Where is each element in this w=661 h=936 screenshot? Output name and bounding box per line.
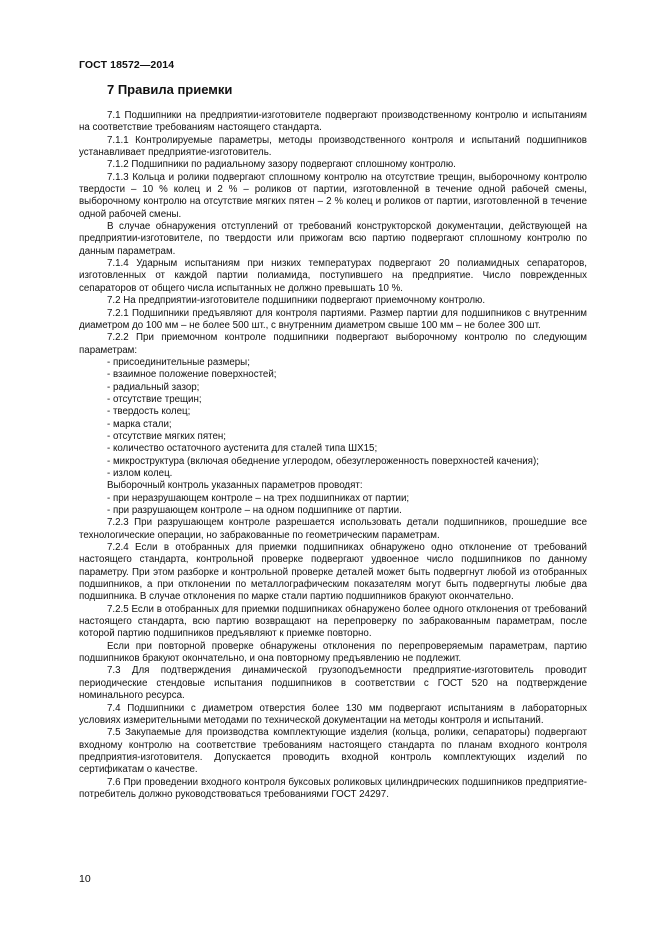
list-item: - радиальный зазор; (107, 381, 200, 393)
list-item: - взаимное положение поверхностей; (107, 369, 277, 381)
paragraph: 7.2.1 Подшипники предъявляют для контроля партиями. Размер партии для подшипников с внутренним диаметром до 100 мм – не более 500 шт., с внутренним диаметром свыше 100 мм – не более 300 шт. (79, 307, 587, 331)
paragraph: Если при повторной проверке обнаружены отклонения по перепроверяемым параметрам, партию подшипников бракуют окончательно, и она повторному предъявлению не подлежит. (79, 640, 587, 665)
paragraph: 7.3 Для подтверждения динамической грузоподъемности предприятие-изготовитель проводит периодические стендовые испытания подшипников в соответствии с ГОСТ 520 на подтверждение номинального ресурса. (79, 665, 587, 702)
list-item: - отсутствие трещин; (107, 393, 202, 405)
paragraph: 7.2.4 Если в отобранных для приемки подшипниках обнаружено одно отклонение от требований настоящего стандарта, контрольной проверке подвергают удвоенное число подшипников по данному параметру. При этом разборке и контрольной проверке деталей может быть подвергнут любой из отобранных подшипников, а при отклонении по металлографическим показателям могут быть подвергнуты любые два подшипника. В случае отклонения по марке стали партию подшипников бракуют окончательно. (79, 542, 587, 603)
paragraph: 7.2 На предприятии-изготовителе подшипники подвергают приемочному контролю. (107, 295, 486, 307)
list-item: - излом колец. (107, 467, 173, 479)
paragraph: 7.6 При проведении входного контроля буксовых роликовых цилиндрических подшипников предприятие-потребитель должно руководствоваться требованиями ГОСТ 24297. (79, 776, 587, 800)
paragraph: 7.5 Закупаемые для производства комплектующие изделия (кольца, ролики, сепараторы) подвергают входному контролю на соответствие требованиям настоящего стандарта по планам входного контроля предприятия-изготовителя. Допускается проводить входной контроль комплектующих изделий по сертификатам о качестве. (79, 727, 587, 776)
paragraph: 7.2.5 Если в отобранных для приемки подшипниках обнаружено более одного отклонения от требований настоящего стандарта, всю партию возвращают на перепроверку по забракованным параметрам, после которой партию подшипников предъявляют к приемке повторно. (79, 603, 587, 640)
paragraph: 7.1.4 Ударным испытаниям при низких температурах подвергают 20 полиамидных сепараторов, изготовленных от каждой партии полиамида, поступившего на предприятие. Число поврежденных сепараторов от общего числа испытанных не должно превышать 10 %. (79, 258, 587, 294)
page-number: 10 (79, 873, 91, 885)
list-item: - при неразрушающем контроле – на трех подшипниках от партии; (107, 492, 410, 504)
list-item: - микроструктура (включая обеднение углеродом, обезуглероженность поверхностей качения); (107, 455, 539, 467)
paragraph: 7.1.1 Контролируемые параметры, методы производственного контроля и испытаний подшипников устанавливает предприятие-изготовитель. (79, 134, 587, 159)
list-item: - марка стали; (107, 418, 172, 430)
paragraph: 7.1.2 Подшипники по радиальному зазору подвергают сплошному контролю. (107, 159, 456, 171)
section-title: 7 Правила приемки (107, 82, 233, 97)
list-item: - присоединительные размеры; (107, 356, 250, 368)
list-item: - количество остаточного аустенита для сталей типа ШХ15; (107, 443, 378, 455)
selective-control-intro: Выборочный контроль указанных параметров проводят: (107, 480, 363, 492)
paragraph: 7.4 Подшипники с диаметром отверстия более 130 мм подвергают испытаниям в лабораторных условиях измерительными методами по технической документации на методы контроля и испытаний. (79, 702, 587, 726)
list-item: - отсутствие мягких пятен; (107, 430, 226, 442)
paragraph: 7.2.2 При приемочном контроле подшипники подвергают выборочному контролю по следующим параметрам: (79, 332, 587, 356)
paragraph: 7.2.3 При разрушающем контроле разрешается использовать детали подшипников, прошедшие все технологические операции, но забракованные по геометрическим параметрам. (79, 517, 587, 541)
document-body (79, 110, 587, 801)
list-item: - при разрушающем контроле – на одном подшипнике от партии. (107, 505, 402, 516)
paragraph: 7.1.3 Кольца и ролики подвергают сплошному контролю на отсутствие трещин, выборочному контролю твердости – 10 % колец и 2 % – роликов от партии, изготовленной в течение одной рабочей смены, выборочному контролю на отсутствие мягких пятен – 2 % колец и роликов от партии, изготовленной в течение одной рабочей смены. (79, 171, 587, 220)
paragraph: В случае обнаружения отступлений от требований конструкторской документации, действующей на предприятии-изготовителе, по твердости или прижогам всю партию подвергают сплошному контролю по данным параметрам. (79, 221, 587, 257)
list-item: - твердость колец; (107, 406, 191, 418)
document-header: ГОСТ 18572—2014 (79, 59, 175, 71)
paragraph: 7.1 Подшипники на предприятии-изготовителе подвергают производственному контролю и испытаниям на соответствие требованиям настоящего стандарта. (79, 110, 587, 134)
